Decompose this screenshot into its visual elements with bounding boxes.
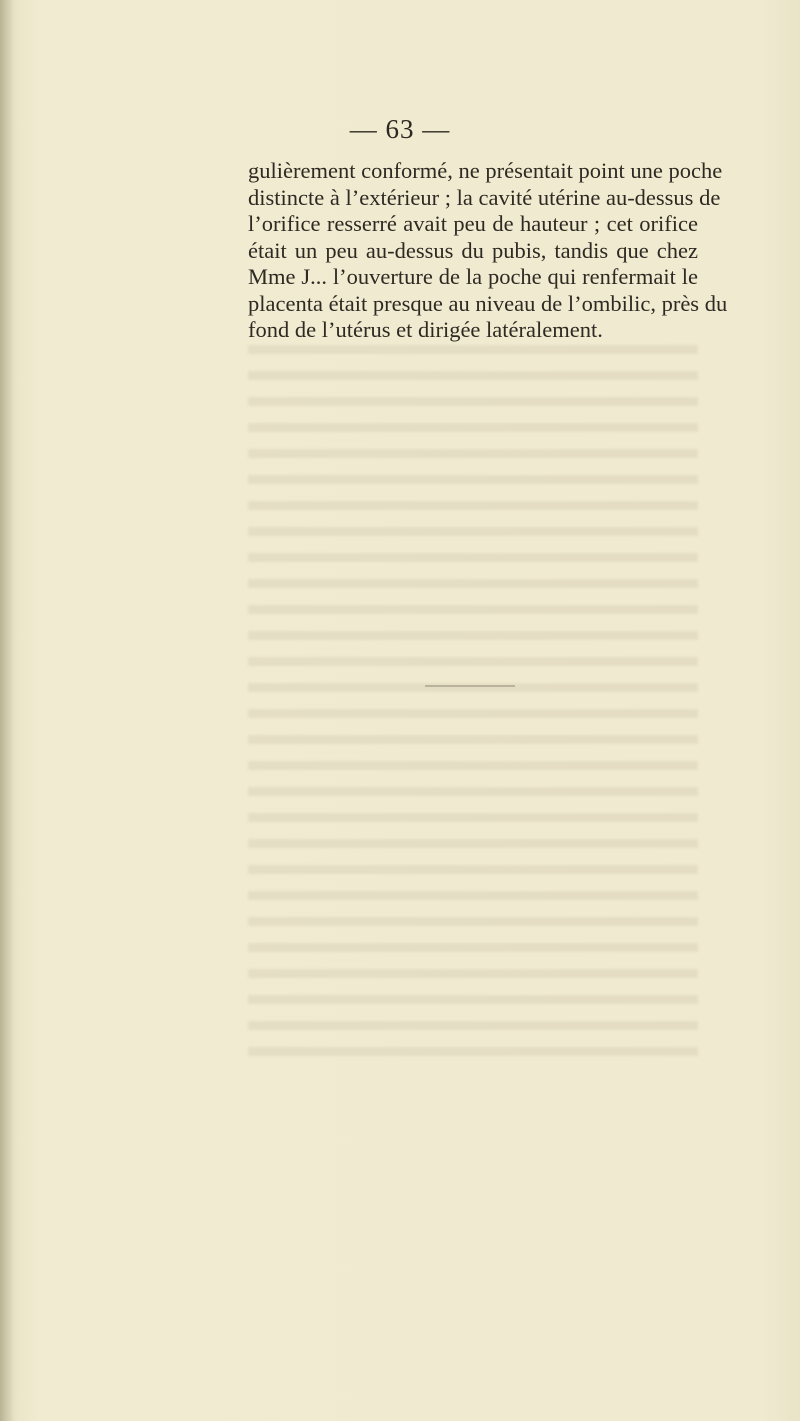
page-number: — 63 — (349, 114, 451, 144)
show-through-text (248, 345, 698, 1065)
text-line: distincte à l’extérieur ; la cavité utérine au-dessus de (248, 184, 721, 210)
text-line: fond de l’utérus et dirigée latéralement. (248, 317, 603, 342)
body-paragraph (248, 158, 728, 344)
page-binding-edge (0, 0, 14, 1421)
show-through-rule (425, 685, 515, 687)
text-line: l’orifice resserré avait peu de hauteur ; cet orifice (248, 211, 698, 236)
text-line: était un peu au-dessus du pubis, tandis que chez (248, 237, 698, 263)
text-line: Mme J... l’ouverture de la poche qui renfermait le (248, 264, 698, 289)
text-line: gulièrement conformé, ne présentait point une poche (248, 158, 723, 183)
text-line: placenta était presque au niveau de l’ombilic, près du (248, 290, 728, 316)
